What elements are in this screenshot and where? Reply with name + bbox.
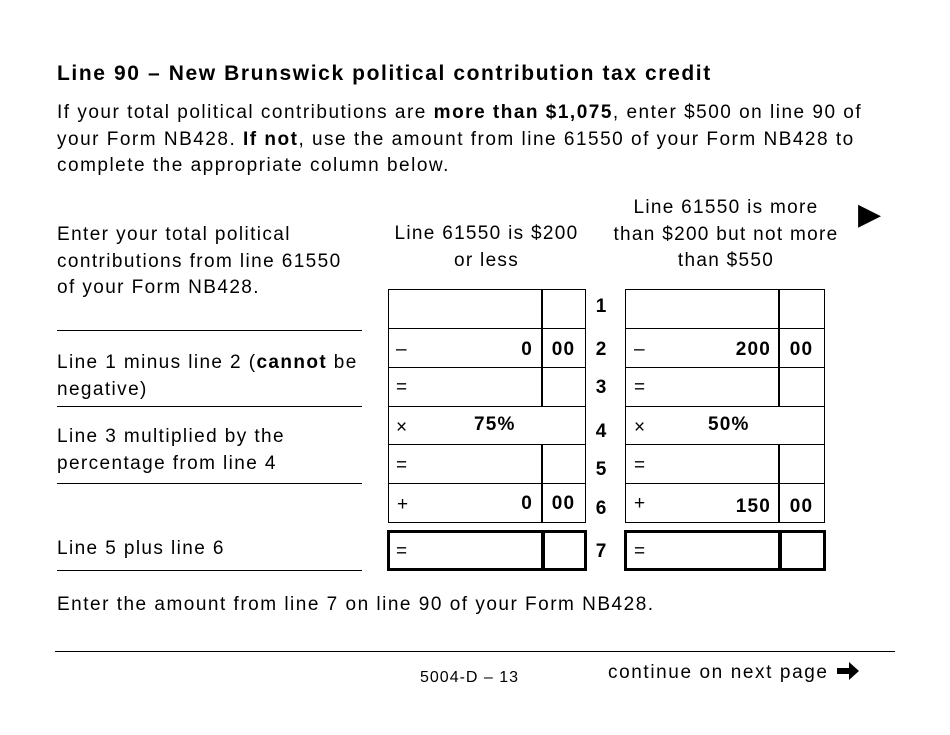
col1-line2-minus: – [396, 339, 407, 360]
col2-line7-cents-field[interactable] [778, 530, 826, 571]
footer-divider [55, 651, 895, 652]
col1-line1-dollars-field[interactable] [388, 289, 543, 329]
col1-line5-cents-field[interactable] [541, 444, 586, 484]
line-number-3: 3 [595, 377, 607, 398]
col2-line6-plus: + [634, 493, 646, 514]
col2-line3-dollars-field[interactable] [625, 367, 780, 407]
label-line-3: Line 1 minus line 2 (cannot be negative) [57, 350, 362, 407]
col1-line4-percent-value: 75% [474, 414, 516, 435]
col2-line1-dollars-field[interactable] [625, 289, 780, 329]
line-number-6: 6 [595, 498, 607, 519]
section-title: Line 90 – New Brunswick political contribution tax credit [57, 62, 712, 85]
col2-line3-cents-field[interactable] [778, 367, 825, 407]
instruction-text: Enter the amount from line 7 on line 90 of your Form NB428. [57, 594, 655, 615]
col1-line7-dollars-field[interactable] [387, 530, 545, 571]
col1-line5-equals: = [396, 455, 408, 476]
col1-line3-cents-field[interactable] [541, 367, 586, 407]
col1-line6-plus: + [397, 494, 409, 515]
col2-line4-percent-value: 50% [708, 414, 750, 435]
col2-line2-minus: – [634, 339, 645, 360]
col2-line5-dollars-field[interactable] [625, 444, 780, 484]
continue-text: continue on next page [608, 662, 829, 683]
col2-line4-times: × [634, 417, 646, 438]
col2-line7-dollars-field[interactable] [624, 530, 782, 571]
col2-line1-cents-field[interactable] [778, 289, 825, 329]
intro-paragraph: If your total political contributions are more than $1,075, enter $500 on line 90 of your Form NB428. If not, use the amount from line 61550 of your Form NB428 to complete the appropriate column below. [57, 102, 863, 176]
col1-line6-cents-value: 00 [551, 493, 576, 514]
line-number-7: 7 [595, 541, 607, 562]
col2-line7-equals: = [634, 541, 646, 562]
col1-line5-dollars-field[interactable] [388, 444, 543, 484]
continue-link[interactable] [608, 660, 861, 688]
column-header-200-or-less: Line 61550 is $200 or less [394, 223, 579, 271]
col1-line7-cents-field[interactable] [541, 530, 587, 571]
col2-line2-dollars-value: 200 [735, 339, 771, 360]
col1-line2-cents-value: 00 [551, 339, 576, 360]
col2-line5-cents-field[interactable] [778, 444, 825, 484]
right-arrow-icon [835, 660, 861, 688]
label-line-1: Enter your total political contributions from line 61550 of your Form NB428. [57, 222, 362, 331]
col1-line3-dollars-field[interactable] [388, 367, 543, 407]
line-number-2: 2 [595, 339, 607, 360]
col1-line3-equals: = [396, 377, 408, 398]
line-number-5: 5 [595, 459, 607, 480]
label-line-7: Line 5 plus line 6 [57, 536, 362, 571]
line-number-1: 1 [595, 296, 607, 317]
col1-line1-cents-field[interactable] [541, 289, 586, 329]
col2-line3-equals: = [634, 377, 646, 398]
col2-line6-dollars-value: 150 [735, 496, 771, 517]
col1-line4-times: × [396, 417, 408, 438]
col1-line6-dollars-value: 0 [521, 493, 533, 514]
line-number-4: 4 [595, 421, 607, 442]
continue-triangle-icon: ▶ [858, 198, 882, 231]
page-code: 5004-D – 13 [420, 669, 520, 686]
column-header-200-to-550: Line 61550 is more than $200 but not more than $550 [613, 197, 839, 271]
col1-line2-dollars-value: 0 [521, 339, 533, 360]
col2-line6-cents-value: 00 [789, 496, 814, 517]
col2-line2-cents-value: 00 [789, 339, 814, 360]
col2-line5-equals: = [634, 455, 646, 476]
label-line-5: Line 3 multiplied by the percentage from line 4 [57, 424, 362, 484]
col1-line7-equals: = [396, 541, 408, 562]
